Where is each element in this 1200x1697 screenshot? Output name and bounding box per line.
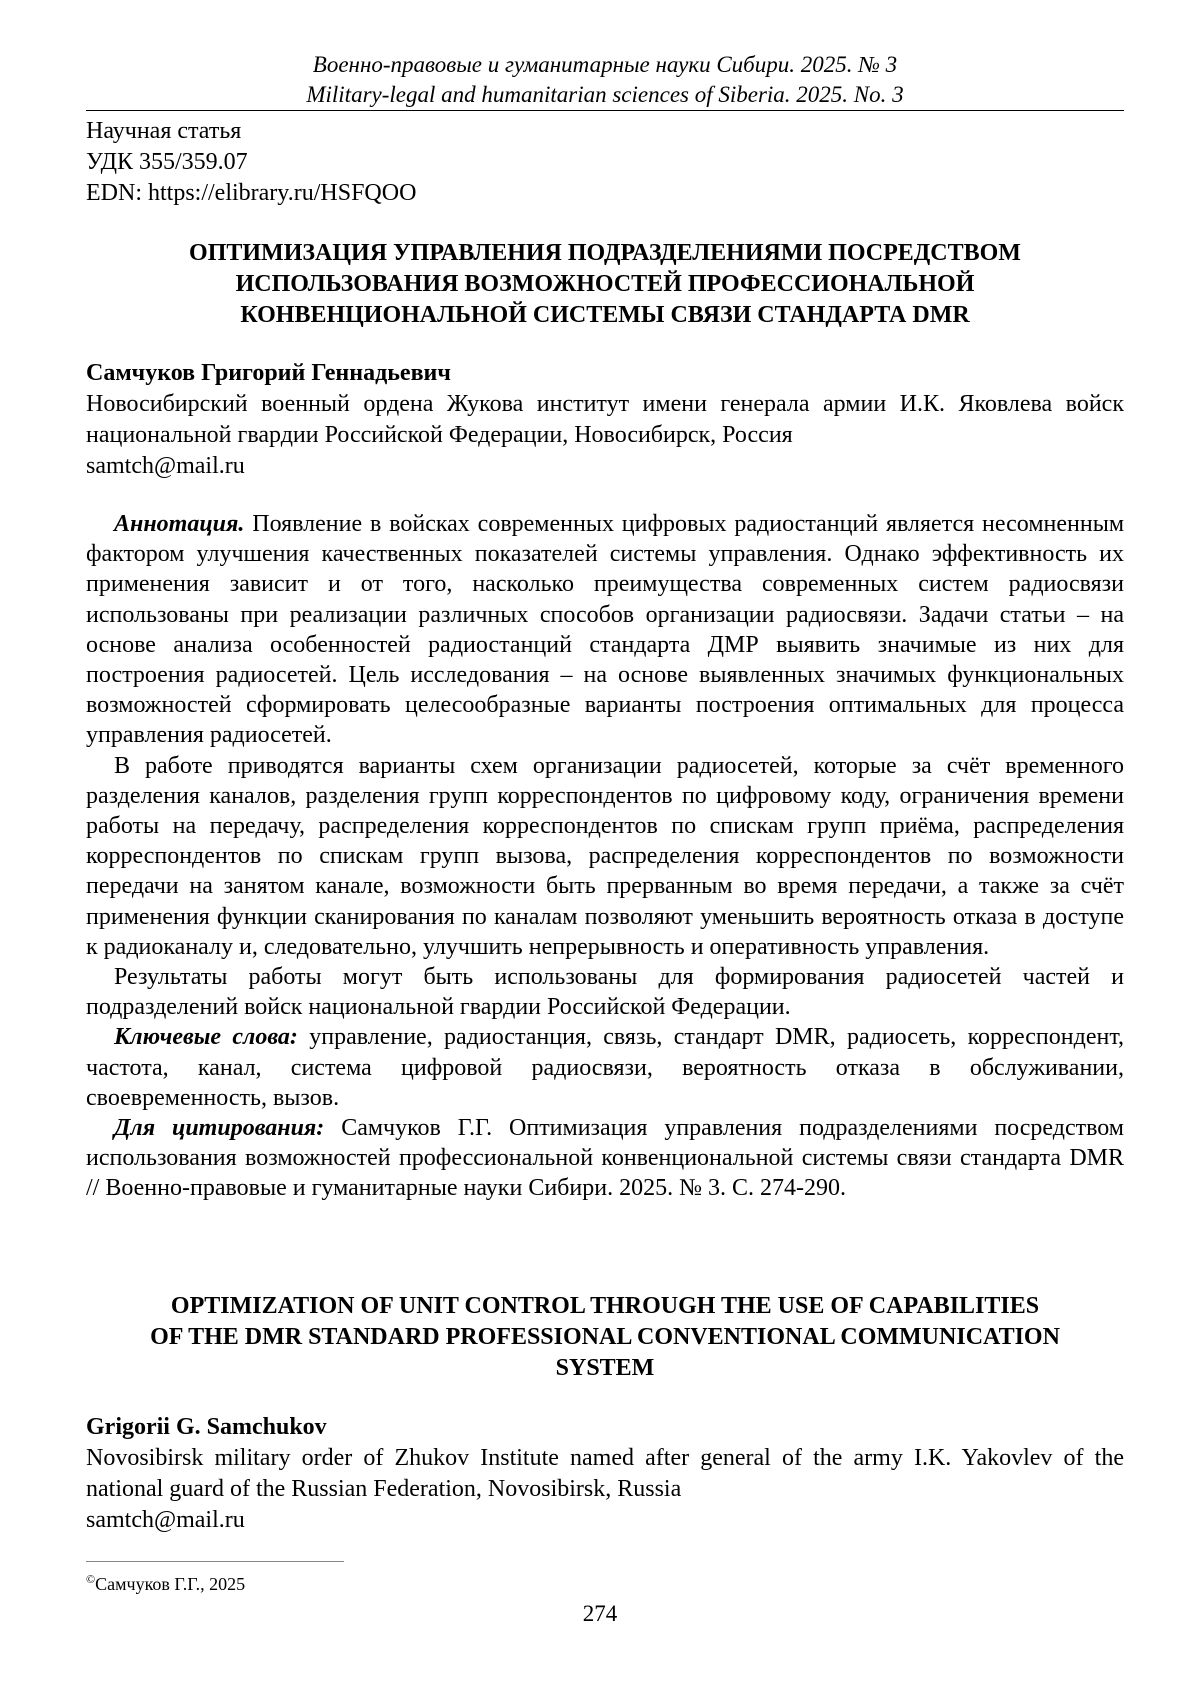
keywords-paragraph — [86, 1022, 1124, 1113]
author-email-ru[interactable]: samtch@mail.ru — [86, 453, 245, 479]
abstract-text: Появление в войсках современных цифровых радиостанций является несомненным фактором улучшения качественных показателей системы управления. Однако эффективность их применения зависит и от того, насколько преимущества современных систем радиосвязи использованы при реализации различных способов организации радиосвязи. Задачи статьи – на основе анализа особенностей радиостанций стандарта ДМР выявить значимые из них для построения радиосетей. Цель исследования – на основе выявленных значимых функциональных возможностей сформировать целесообразные варианты построения оптимальных для процесса управления радиосетей. — [86, 511, 1124, 749]
title-ru-line: ОПТИМИЗАЦИЯ УПРАВЛЕНИЯ ПОДРАЗДЕЛЕНИЯМИ ПОСРЕДСТВОМ — [189, 240, 1021, 266]
title-ru-line: ИСПОЛЬЗОВАНИЯ ВОЗМОЖНОСТЕЙ ПРОФЕССИОНАЛЬНОЙ — [235, 271, 975, 297]
author-block-ru — [86, 358, 1124, 482]
article-title-en — [86, 1291, 1124, 1384]
edn-link[interactable]: EDN: https://elibrary.ru/HSFQOO — [86, 180, 417, 206]
udc-code: УДК 355/359.07 — [86, 149, 248, 175]
abstract-label: Аннотация. — [114, 511, 245, 537]
copyright-footnote — [86, 1568, 245, 1595]
page-number: 274 — [582, 1601, 618, 1626]
abstract-paragraph — [86, 509, 1124, 751]
abstract-paragraph: Результаты работы могут быть использованы для формирования радиосетей частей и подразделений войск национальной гвардии Российской Федерации. — [86, 964, 1124, 1021]
author-name-en: Grigorii G. Samchukov — [86, 1414, 327, 1440]
author-affiliation-en: Novosibirsk military order of Zhukov Institute named after general of the army I.K. Yakovlev of the national guard of the Russian Federation, Novosibirsk, Russia — [86, 1445, 1124, 1502]
author-name-ru: Самчуков Григорий Геннадьевич — [86, 360, 451, 386]
footnote-divider — [86, 1561, 344, 1562]
copyright-mark: © — [86, 1572, 96, 1586]
header-divider — [86, 110, 1124, 111]
title-en-line: OF THE DMR STANDARD PROFESSIONAL CONVENTIONAL COMMUNICATION — [150, 1324, 1060, 1350]
citation-label: Для цитирования: — [114, 1115, 325, 1142]
author-block-en — [86, 1412, 1124, 1536]
author-affiliation-ru: Новосибирский военный ордена Жукова институт имени генерала армии И.К. Яковлева войск национальной гвардии Российской Федерации, Новосибирск, Россия — [86, 391, 1124, 448]
keywords-label: Ключевые слова: — [114, 1024, 298, 1051]
article-meta — [86, 116, 416, 209]
title-en-line: SYSTEM — [555, 1355, 655, 1381]
journal-title-en: Military-legal and humanitarian sciences of Siberia. 2025. No. 3 — [306, 82, 904, 107]
abstract-paragraph: В работе приводятся варианты схем организации радиосетей, которые за счёт временного разделения каналов, разделения групп корреспондентов по цифровому коду, ограничения времени работы на передачу, распределения корреспондентов по спискам групп приёма, распределения корреспондентов по спискам групп вызова, распределения корреспондентов по возможности передачи на занятом канале, возможности быть прерванным во время передачи, а также за счёт применения функции сканирования по каналам позволяют уменьшить вероятность отказа в доступе к радиоканалу и, следовательно, улучшить непрерывность и оперативность управления. — [86, 752, 1124, 960]
journal-title-ru: Военно-правовые и гуманитарные науки Сибири. 2025. № 3 — [312, 52, 898, 77]
author-email-en[interactable]: samtch@mail.ru — [86, 1507, 245, 1533]
article-type: Научная статья — [86, 118, 242, 144]
title-ru-line: КОНВЕНЦИОНАЛЬНОЙ СИСТЕМЫ СВЯЗИ СТАНДАРТА DMR — [240, 302, 970, 328]
copyright-text: Самчуков Г.Г., 2025 — [95, 1574, 246, 1594]
citation-paragraph — [86, 1113, 1124, 1204]
abstract — [86, 509, 1124, 1204]
title-en-line: OPTIMIZATION OF UNIT CONTROL THROUGH THE USE OF CAPABILITIES — [170, 1293, 1040, 1319]
journal-header — [86, 50, 1124, 110]
keywords-text: управление, радиостанция, связь, стандарт DMR, радиосеть, корреспондент, частота, канал, система цифровой радиосвязи, вероятность отказа в обслуживании, своевременность, вызов. — [86, 1024, 1125, 1111]
citation-text: Самчуков Г.Г. Оптимизация управления подразделениями посредством использования возможностей профессиональной конвенциональной системы связи стандарта DMR // Военно-правовые и гуманитарные науки Сибири. 2025. № 3. С. 274-290. — [86, 1115, 1124, 1202]
article-title-ru — [86, 238, 1124, 331]
